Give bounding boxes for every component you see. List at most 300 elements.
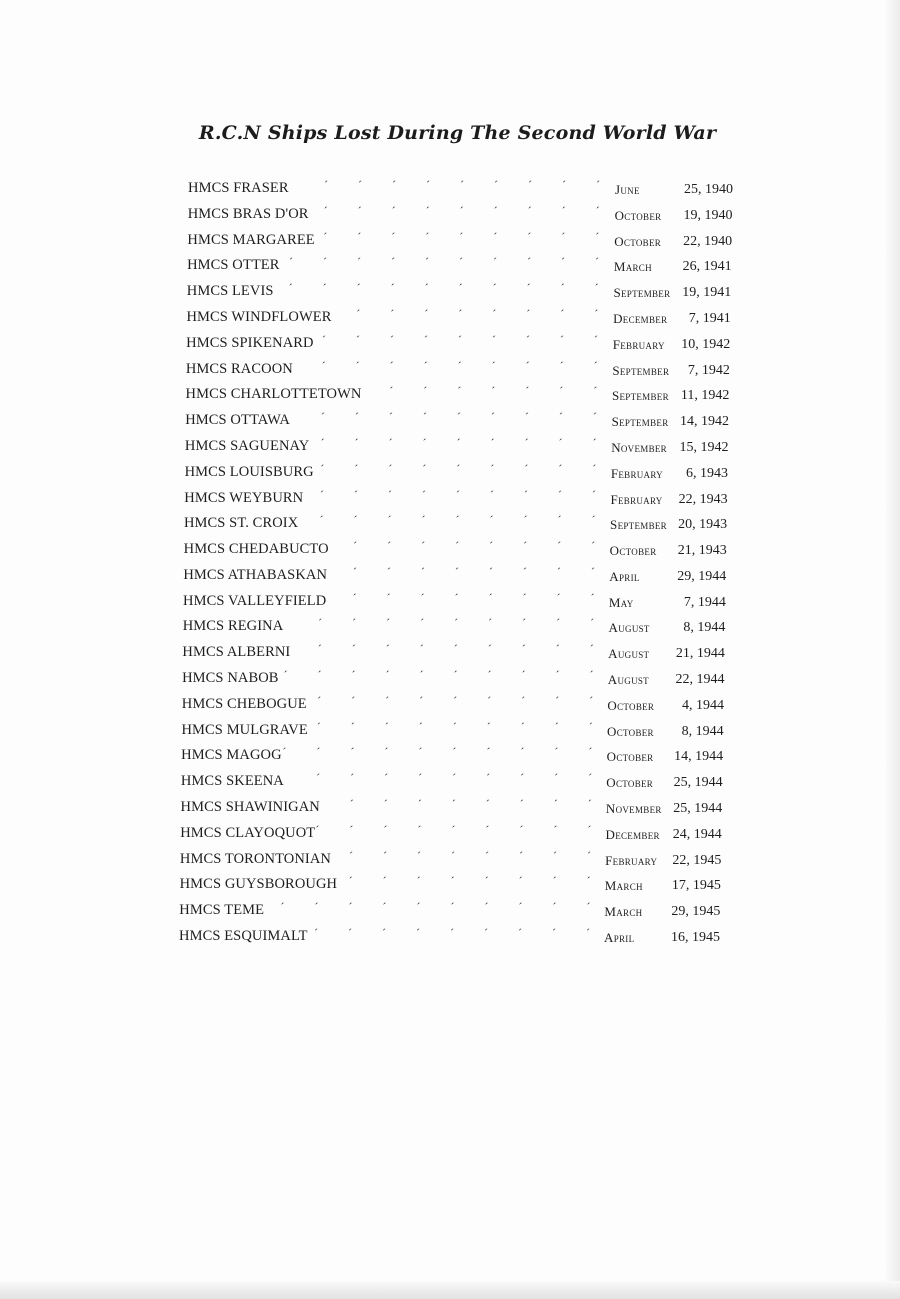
- leader-dot: ´: [390, 281, 395, 296]
- loss-month: November: [605, 801, 662, 817]
- leader-dot: ´: [594, 306, 599, 321]
- leader-dot: ´: [587, 848, 592, 863]
- leader-dot: ´: [556, 590, 561, 605]
- leader-dot: ´: [314, 900, 319, 915]
- leader-dot: ´: [350, 771, 355, 786]
- ship-entry: [181, 773, 728, 795]
- leader-dot: ´: [453, 693, 458, 708]
- loss-month: August: [607, 672, 649, 688]
- leader-dot: ´: [452, 719, 457, 734]
- leader-dot: ´: [426, 178, 430, 192]
- leader-dot: ´: [559, 332, 564, 347]
- ship-name: HMCS CHEDABUCTO: [183, 541, 329, 558]
- ship-entry: [182, 670, 729, 692]
- ship-name: HMCS MAGOG: [181, 747, 282, 764]
- leader-dot: ´: [526, 306, 531, 321]
- leader-dot: ´: [355, 332, 360, 347]
- ship-name: HMCS CHEBOGUE: [181, 695, 307, 712]
- leader-dot: ´: [423, 384, 428, 399]
- ship-entry: [183, 590, 731, 615]
- leader-dot: ´: [317, 693, 322, 708]
- loss-month: October: [614, 233, 662, 249]
- leader-dot: ´: [586, 926, 590, 940]
- leader-dot: ´: [527, 203, 532, 218]
- leader-dot: ´: [452, 771, 457, 786]
- leader-dot: ´: [425, 203, 430, 218]
- loss-date: 6, 1943: [686, 465, 729, 481]
- leader-dot: ´: [385, 642, 390, 657]
- leader-dot: ´: [518, 874, 523, 889]
- ship-entry: [183, 564, 731, 589]
- ship-entry: [184, 541, 732, 563]
- leader-dot: ´: [552, 900, 557, 915]
- leader-dot: ´: [555, 693, 560, 708]
- leader-dot: ´: [592, 435, 597, 450]
- leader-dot: ´: [557, 539, 562, 554]
- leader-dot: ´: [488, 590, 493, 605]
- leader-dot: ´: [489, 487, 494, 502]
- leader-dot: ´: [355, 358, 360, 373]
- leader-dot: ´: [518, 926, 522, 940]
- leader-dot: ´: [352, 564, 357, 579]
- leader-dot: ´: [588, 745, 593, 760]
- leader-dot: ´: [421, 513, 426, 528]
- leader-dot: ´: [519, 797, 524, 812]
- loss-date: 25, 1944: [673, 801, 723, 817]
- loss-date: 10, 1942: [681, 336, 731, 352]
- loss-month: December: [613, 310, 668, 326]
- leader-dot: ´: [524, 435, 529, 450]
- leader-dot: ´: [528, 178, 532, 192]
- leader-dot: ´: [595, 203, 600, 218]
- leader-dot: ´: [319, 487, 324, 502]
- loss-month: April: [604, 930, 635, 945]
- leader-dot: ´: [594, 255, 599, 270]
- ship-name: HMCS MARGAREE: [187, 231, 315, 248]
- leader-dot: ´: [490, 435, 495, 450]
- leader-dot: ´: [587, 822, 592, 837]
- leader-dot: ´: [417, 822, 422, 837]
- ship-entry: [181, 719, 728, 744]
- leader-dot: ´: [456, 410, 461, 425]
- leader-dot: ´: [519, 848, 524, 863]
- leader-dot: ´: [354, 461, 359, 476]
- leader-dot: ´: [387, 487, 392, 502]
- leader-dot: ´: [421, 539, 426, 554]
- leader-dot: ´: [526, 281, 531, 296]
- loss-month: April: [609, 568, 640, 584]
- leader-dot: ´: [592, 410, 597, 425]
- leader-dot: ´: [316, 745, 321, 760]
- leader-dot: ´: [459, 203, 464, 218]
- loss-date: 16, 1945: [671, 930, 720, 945]
- leader-dot: ´: [390, 255, 395, 270]
- leader-dot: ´: [451, 848, 456, 863]
- leader-dot: ´: [283, 668, 288, 683]
- loss-date: 15, 1942: [679, 439, 729, 455]
- leader-dot: ´: [593, 384, 598, 399]
- leader-dot: ´: [424, 306, 429, 321]
- leader-dot: ´: [488, 564, 493, 579]
- leader-dot: ´: [314, 926, 318, 940]
- loss-date: 14, 1942: [679, 414, 729, 430]
- leader-dot: ´: [450, 900, 455, 915]
- leader-dot: ´: [451, 822, 456, 837]
- leader-dot: ´: [356, 306, 361, 321]
- loss-date: 19, 1941: [682, 285, 732, 301]
- leader-dot: ´: [558, 435, 563, 450]
- ship-name: HMCS WEYBURN: [184, 489, 304, 506]
- leader-dot: ´: [323, 229, 328, 244]
- loss-month: March: [604, 878, 643, 894]
- ship-name: HMCS MULGRAVE: [181, 721, 308, 738]
- leader-dot: ´: [590, 590, 595, 605]
- leader-dot: ´: [491, 332, 496, 347]
- leader-dot: ´: [589, 642, 594, 657]
- leader-dot: ´: [386, 590, 391, 605]
- loss-date: 14, 1944: [674, 749, 724, 765]
- ship-name: HMCS NABOB: [182, 670, 279, 687]
- leader-dot: ´: [492, 306, 497, 321]
- ship-entry: [179, 848, 726, 873]
- leader-dot: ´: [491, 384, 496, 399]
- leader-dot: ´: [389, 384, 394, 399]
- loss-month: September: [612, 362, 670, 378]
- loss-date: 7, 1942: [687, 362, 730, 378]
- leader-dot: ´: [487, 693, 492, 708]
- leader-dot: ´: [458, 255, 463, 270]
- leader-dot: ´: [522, 616, 527, 631]
- leader-dot: ´: [520, 771, 525, 786]
- loss-date: 26, 1941: [682, 259, 732, 275]
- leader-dot: ´: [416, 874, 421, 889]
- loss-date: 8, 1944: [681, 723, 724, 739]
- leader-dot: ´: [523, 513, 528, 528]
- leader-dot: ´: [324, 178, 328, 192]
- leader-dot: ´: [521, 693, 526, 708]
- leader-dot: ´: [391, 203, 396, 218]
- leader-dot: ´: [556, 616, 561, 631]
- ship-entry: [181, 693, 729, 718]
- ship-entry: [180, 876, 726, 898]
- leader-dot: ´: [389, 332, 394, 347]
- ship-entry: [186, 332, 735, 357]
- leader-dot: ´: [317, 668, 322, 683]
- leader-dot: ´: [487, 642, 492, 657]
- leader-dot: ´: [590, 564, 595, 579]
- loss-month: September: [610, 517, 667, 533]
- leader-dot: ´: [354, 410, 359, 425]
- ship-entry: [186, 306, 735, 331]
- leader-dot: ´: [586, 900, 591, 915]
- leader-dot: ´: [486, 745, 491, 760]
- leader-dot: ´: [354, 435, 359, 450]
- leader-dot: ´: [486, 719, 491, 734]
- leader-dot: ´: [459, 229, 464, 244]
- ship-entry: [186, 386, 735, 408]
- leader-dot: ´: [351, 642, 356, 657]
- leader-dot: ´: [456, 461, 461, 476]
- leader-dot: ´: [588, 719, 593, 734]
- leader-dot: ´: [383, 848, 388, 863]
- leader-dot: ´: [316, 771, 321, 786]
- leader-dot: ´: [493, 229, 498, 244]
- leader-dot: ´: [353, 487, 358, 502]
- leader-dot: ´: [490, 461, 495, 476]
- ship-entry: [188, 180, 738, 202]
- leader-dot: ´: [555, 642, 560, 657]
- leader-dot: ´: [419, 642, 424, 657]
- leader-dot: ´: [417, 848, 422, 863]
- leader-dot: ´: [422, 435, 427, 450]
- ship-name: HMCS RACOON: [185, 360, 293, 377]
- leader-dot: ´: [518, 900, 523, 915]
- leader-dot: ´: [595, 229, 600, 244]
- leader-dot: ´: [352, 616, 357, 631]
- leader-dot: ´: [559, 384, 564, 399]
- leader-dot: ´: [418, 745, 423, 760]
- leader-dot: ´: [422, 461, 427, 476]
- leader-dot: ´: [357, 229, 362, 244]
- leader-dot: ´: [554, 771, 559, 786]
- ship-name: HMCS ESQUIMALT: [179, 928, 308, 944]
- ship-name: HMCS TORONTONIAN: [179, 850, 331, 867]
- loss-month: October: [609, 543, 657, 559]
- leader-dot: ´: [350, 719, 355, 734]
- leader-dot: ´: [383, 797, 388, 812]
- page-title: R.C.N Ships Lost During The Second World War: [198, 122, 717, 144]
- leader-dot: ´: [593, 358, 598, 373]
- leader-dot: ´: [523, 539, 528, 554]
- ship-name: HMCS TEME: [179, 902, 265, 919]
- leader-dot: ´: [554, 745, 559, 760]
- leader-dot: ´: [352, 590, 357, 605]
- ship-entry: [185, 412, 734, 434]
- leader-dot: ´: [484, 874, 489, 889]
- ship-entry: [181, 747, 728, 769]
- leader-dot: ´: [556, 564, 561, 579]
- ship-entry: [185, 358, 735, 383]
- ship-name: HMCS OTTAWA: [185, 412, 290, 429]
- leader-dot: ´: [349, 848, 354, 863]
- leader-dot: ´: [384, 771, 389, 786]
- leader-dot: ´: [552, 874, 557, 889]
- leader-dot: ´: [356, 281, 361, 296]
- leader-dot: ´: [317, 642, 322, 657]
- leader-dot: ´: [323, 203, 328, 218]
- loss-date: 8, 1944: [683, 620, 726, 636]
- leader-dot: ´: [490, 410, 495, 425]
- leader-dot: ´: [484, 900, 489, 915]
- leader-dot: ´: [527, 229, 532, 244]
- leader-dot: ´: [589, 668, 594, 683]
- leader-dot: ´: [593, 332, 598, 347]
- leader-dot: ´: [484, 926, 488, 940]
- leader-dot: ´: [348, 900, 353, 915]
- leader-dot: ´: [558, 410, 563, 425]
- loss-date: 25, 1940: [684, 182, 733, 197]
- loss-month: March: [613, 259, 652, 275]
- ship-name: HMCS BRAS D'OR: [187, 205, 309, 222]
- loss-date: 20, 1943: [678, 517, 728, 533]
- leader-dot: ´: [353, 539, 358, 554]
- leader-dot: ´: [321, 358, 326, 373]
- leader-dot: ´: [348, 926, 352, 940]
- leader-dot: ´: [450, 926, 454, 940]
- leader-dot: ´: [382, 900, 387, 915]
- leader-dot: ´: [454, 564, 459, 579]
- loss-month: October: [607, 723, 654, 739]
- loss-date: 22, 1943: [678, 491, 728, 507]
- leader-dot: ´: [519, 822, 524, 837]
- leader-dot: ´: [282, 745, 287, 760]
- leader-dot: ´: [453, 668, 458, 683]
- leader-dot: ´: [592, 461, 597, 476]
- loss-date: 24, 1944: [672, 826, 722, 842]
- ship-entry: [187, 283, 736, 305]
- leader-dot: ´: [492, 281, 497, 296]
- leader-dot: ´: [350, 745, 355, 760]
- leader-dot: ´: [488, 616, 493, 631]
- leader-dot: ´: [386, 564, 391, 579]
- leader-dot: ´: [348, 874, 353, 889]
- loss-month: February: [610, 491, 663, 507]
- leader-dot: ´: [417, 797, 422, 812]
- leader-dot: ´: [524, 461, 529, 476]
- leader-dot: ´: [586, 874, 591, 889]
- leader-dot: ´: [456, 435, 461, 450]
- leader-dot: ´: [489, 539, 494, 554]
- loss-month: November: [611, 439, 667, 455]
- loss-month: March: [604, 904, 643, 920]
- ship-name: HMCS SPIKENARD: [186, 334, 314, 351]
- ship-entry: [184, 487, 732, 512]
- ship-entry: [187, 229, 737, 254]
- loss-date: 7, 1941: [688, 310, 731, 326]
- leader-dot: ´: [559, 358, 564, 373]
- leader-dot: ´: [525, 332, 530, 347]
- leader-dot: ´: [384, 745, 389, 760]
- leader-dot: ´: [457, 358, 462, 373]
- ship-entry: [184, 515, 732, 537]
- leader-dot: ´: [457, 384, 462, 399]
- ship-name: HMCS SAGUENAY: [184, 437, 310, 454]
- leader-dot: ´: [388, 435, 393, 450]
- loss-month: September: [613, 285, 671, 301]
- loss-date: 25, 1944: [673, 775, 723, 791]
- leader-dot: ´: [524, 410, 529, 425]
- ship-name: HMCS VALLEYFIELD: [183, 592, 327, 609]
- loss-month: October: [607, 697, 655, 713]
- loss-date: 4, 1944: [682, 697, 725, 713]
- leader-dot: ´: [525, 384, 530, 399]
- leader-dot: ´: [552, 926, 556, 940]
- leader-dot: ´: [596, 178, 600, 192]
- leader-dot: ´: [288, 255, 293, 270]
- leader-dot: ´: [315, 822, 320, 837]
- leader-dot: ´: [349, 822, 354, 837]
- leader-dot: ´: [489, 513, 494, 528]
- leader-dot: ´: [553, 822, 558, 837]
- leader-dot: ´: [322, 281, 327, 296]
- leader-dot: ´: [458, 306, 463, 321]
- ship-name: HMCS FRASER: [188, 180, 289, 196]
- leader-dot: ´: [485, 822, 490, 837]
- leader-dot: ´: [492, 255, 497, 270]
- leader-dot: ´: [351, 693, 356, 708]
- leader-dot: ´: [493, 203, 498, 218]
- ship-entry: [180, 822, 727, 847]
- leader-dot: ´: [487, 668, 492, 683]
- leader-dot: ´: [455, 513, 460, 528]
- ship-name: HMCS WINDFLOWER: [186, 308, 332, 325]
- ship-name: HMCS SKEENA: [180, 773, 284, 790]
- leader-dot: ´: [522, 564, 527, 579]
- ship-entry: [187, 257, 737, 279]
- leader-dot: ´: [452, 745, 457, 760]
- loss-month: September: [611, 388, 669, 404]
- leader-dot: ´: [356, 255, 361, 270]
- ship-entry: [183, 618, 731, 640]
- loss-month: October: [614, 207, 662, 223]
- leader-dot: ´: [351, 668, 356, 683]
- leader-dot: ´: [322, 255, 327, 270]
- ship-entry: [187, 203, 738, 228]
- leader-dot: ´: [554, 719, 559, 734]
- leader-dot: ´: [387, 513, 392, 528]
- leader-dot: ´: [392, 178, 396, 192]
- ship-name: HMCS REGINA: [182, 618, 284, 635]
- leader-dot: ´: [288, 281, 293, 296]
- leader-dot: ´: [320, 461, 325, 476]
- loss-date: 22, 1945: [672, 852, 722, 868]
- leader-dot: ´: [419, 693, 424, 708]
- leader-dot: ´: [423, 332, 428, 347]
- leader-dot: ´: [416, 926, 420, 940]
- leader-dot: ´: [418, 771, 423, 786]
- leader-dot: ´: [454, 616, 459, 631]
- leader-dot: ´: [560, 306, 565, 321]
- leader-dot: ´: [588, 771, 593, 786]
- leader-dot: ´: [485, 797, 490, 812]
- loss-date: 22, 1944: [675, 672, 725, 688]
- leader-dot: ´: [453, 642, 458, 657]
- loss-date: 19, 1940: [683, 207, 733, 223]
- loss-date: 17, 1945: [671, 878, 721, 894]
- leader-dot: ´: [319, 513, 324, 528]
- leader-dot: ´: [558, 461, 563, 476]
- leader-dot: ´: [424, 255, 429, 270]
- leader-dot: ´: [382, 926, 386, 940]
- leader-dot: ´: [521, 642, 526, 657]
- leader-dot: ´: [358, 178, 362, 192]
- ship-entry: [182, 644, 730, 666]
- leader-dot: ´: [318, 616, 323, 631]
- ship-name: HMCS LOUISBURG: [184, 463, 314, 480]
- ship-name: HMCS ATHABASKAN: [183, 566, 328, 583]
- ship-name: HMCS CLAYOQUOT: [180, 824, 316, 841]
- loss-month: February: [612, 336, 665, 352]
- ship-name: HMCS OTTER: [187, 257, 280, 274]
- leader-dot: ´: [382, 874, 387, 889]
- leader-dot: ´: [316, 719, 321, 734]
- leader-dot: ´: [526, 255, 531, 270]
- ship-name: HMCS ST. CROIX: [183, 515, 299, 532]
- leader-dot: ´: [521, 668, 526, 683]
- leader-dot: ´: [455, 539, 460, 554]
- loss-month: May: [608, 594, 634, 610]
- leader-dot: ´: [454, 590, 459, 605]
